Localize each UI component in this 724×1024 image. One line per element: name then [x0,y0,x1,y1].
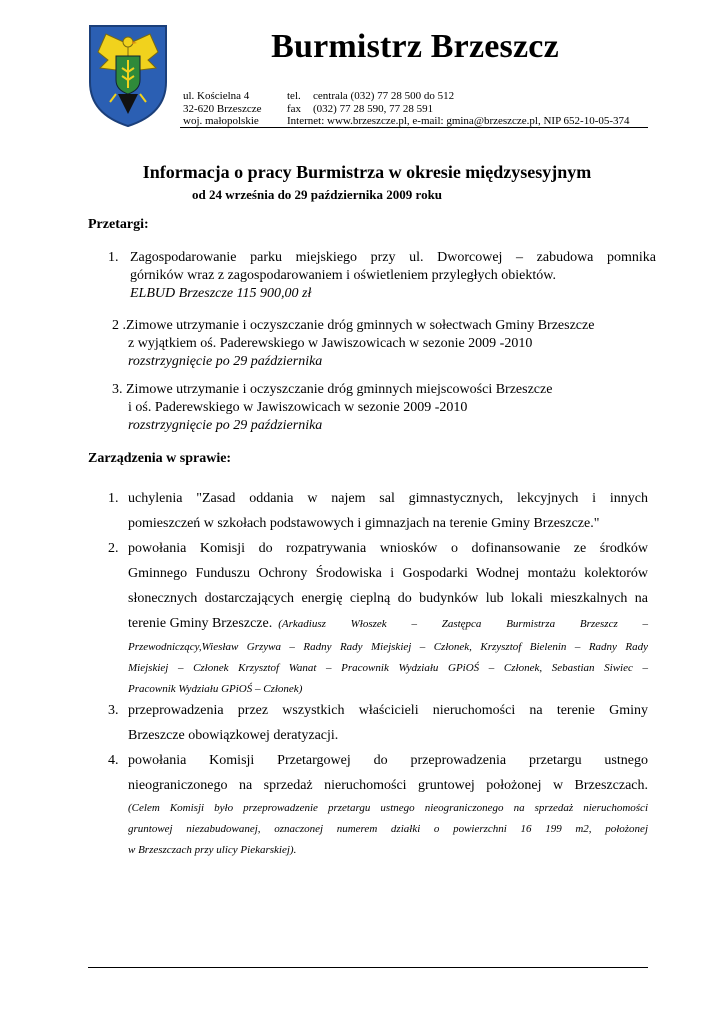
tender-text: i oś. Paderewskiego w Jawiszowicach w sezonie 2009 -2010 [128,400,468,415]
address-region: woj. małopolskie [183,115,259,127]
order-text-with-note [108,611,648,637]
order-text: nieograniczonego na sprzedaż nieruchomości gruntowej położonej w Brzeszczach. [128,778,648,793]
order-text: terenie Gminy Brzeszcze. [128,616,273,631]
address-city: 32-620 Brzeszcze [183,102,262,115]
order-number: 3. [108,703,119,718]
tender-text: górników wraz z zagospodarowaniem i oświetleniem przyległych obiektów. [130,268,556,283]
order-text: słonecznych dostarczających energię cieplną do budynków lub lokali mieszkalnych na [128,591,648,606]
tender-item-3 [112,381,660,435]
tender-text: Zimowe utrzymanie i oczyszczanie dróg gminnych miejscowości Brzeszcze [126,382,553,397]
commission-members-note [108,637,648,700]
order-text: powołania Komisji do rozpatrywania wniosków o dofinansowanie ze środków [128,541,648,556]
internet-line: Internet: www.brzeszcze.pl, e-mail: gmina@brzeszcze.pl, NIP 652-10-05-374 [287,115,630,127]
document-subheading: od 24 września do 29 października 2009 roku [192,187,443,202]
tender-note: rozstrzygnięcie po 29 października [128,418,323,433]
order-text: pomieszczeń w szkołach podstawowych i gimnazjach na terenie Gminy Brzeszcze." [128,516,600,531]
order-text: przeprowadzenia przez wszystkich właścicieli nieruchomości na terenie Gminy [128,703,648,718]
tender-text: Zimowe utrzymanie i oczyszczanie dróg gminnych w sołectwach Gminy Brzeszcze [126,318,595,333]
fax-line [287,103,657,116]
address-street: ul. Kościelna 4 [183,90,250,102]
tender-number: 3. [112,382,123,397]
header-divider [180,127,648,128]
order-item-4 [108,748,648,861]
section-title-przetargi: Przetargi: [88,217,149,232]
order-item-1 [108,486,648,536]
phone-value: centrala (032) 77 28 500 do 512 [313,90,455,102]
note-line: Przewodniczący,Wiesław Grzywa – Radny Rady Miejskiej – Członek, Krzysztof Bielenin – Radny Rady [128,641,648,653]
order-item-2 [108,536,648,700]
order-text: Brzeszcze obowiązkowej deratyzacji. [128,728,339,743]
note-line: Miejskiej – Członek Krzysztof Wanat – Pracownik Wydziału GPiOŚ – Członek, Sebastian Siwiec – [128,662,648,674]
tender-note: ELBUD Brzeszcze 115 900,00 zł [130,286,312,301]
order-number: 1. [108,491,119,506]
tender-number: 1. [108,250,119,265]
office-address [183,90,283,128]
page-title: Burmistrz Brzeszcz [271,28,559,65]
tender-item-2 [112,317,660,371]
phone-label: tel. [287,90,301,102]
tender-number: 2 . [112,318,126,333]
coat-of-arms-icon [86,22,170,128]
footer-divider [88,967,648,968]
order-text: powołania Komisji Przetargowej do przeprowadzenia przetargu ustnego [128,753,648,768]
note-line: (Celem Komisji było przeprowadzenie przetargu ustnego nieograniczonego na sprzedaż nieruchomości [128,802,648,814]
auction-commission-note [108,798,648,861]
contact-block [287,90,657,128]
phone-line [287,90,657,103]
tender-note: rozstrzygnięcie po 29 października [128,354,323,369]
note-line: Pracownik Wydziału GPiOŚ – Członek) [128,683,303,695]
order-item-3 [108,698,648,748]
tender-text: z wyjątkiem oś. Paderewskiego w Jawiszowicach w sezonie 2009 -2010 [128,336,533,351]
section-title-zarzadzenia: Zarządzenia w sprawie: [88,451,232,466]
order-text: Gminnego Funduszu Ochrony Środowiska i Gospodarki Wodnej montażu kolektorów [128,566,648,581]
order-number: 4. [108,753,119,768]
tender-text: Zagospodarowanie parku miejskiego przy ul. Dworcowej – zabudowa pomnika [130,250,656,265]
document-heading: Informacja o pracy Burmistrza w okresie międzysesyjnym [142,162,592,182]
note-line: w Brzeszczach przy ulicy Piekarskiej). [128,844,297,856]
fax-label: fax [287,102,302,115]
order-number: 2. [108,541,119,556]
tender-item-1 [108,249,656,303]
order-text: uchylenia "Zasad oddania w najem sal gimnastycznych, lekcyjnych i innych [128,491,648,506]
note-line: gruntowej niezabudowanej, oznaczonej numerem działki o powierzchni 16 199 m2, położonej [128,823,648,835]
fax-value: (032) 77 28 590, 77 28 591 [313,102,434,115]
commission-members-note: (Arkadiusz Włoszek – Zastępca Burmistrza Brzeszcz – [278,618,648,630]
